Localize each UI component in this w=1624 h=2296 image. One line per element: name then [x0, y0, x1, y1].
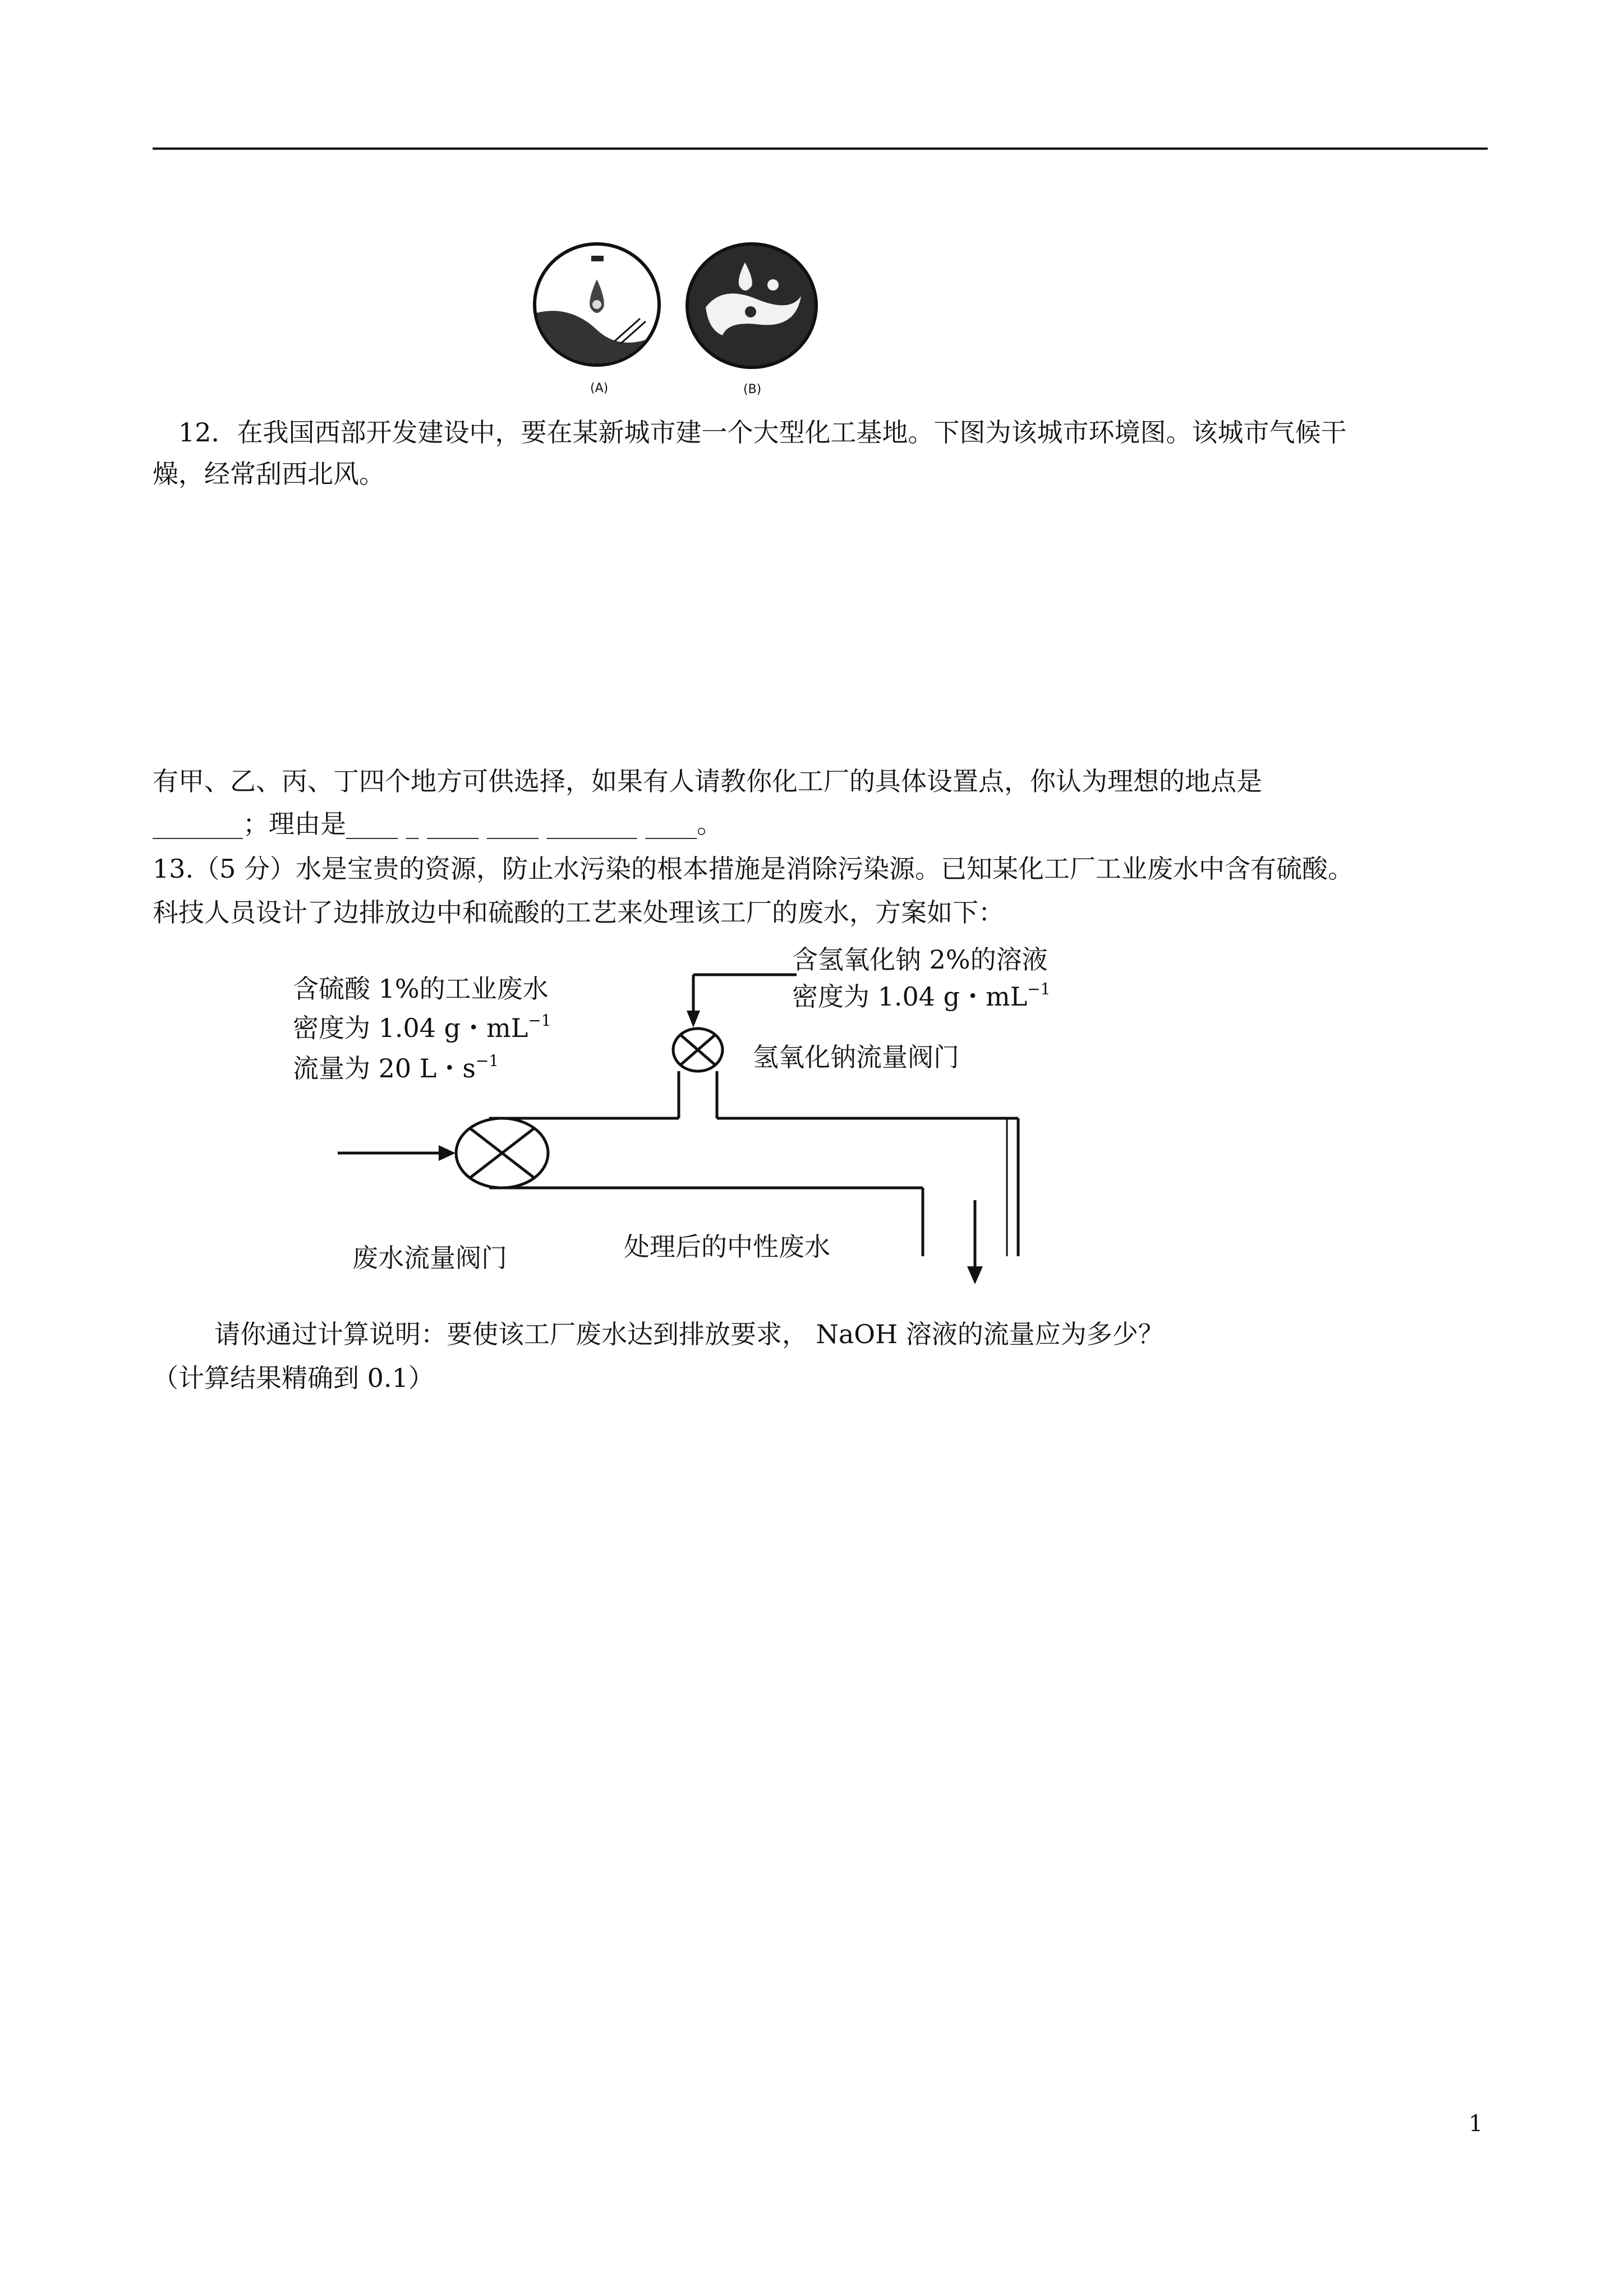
q13-question: 请你通过计算说明：要使该工厂废水达到排放要求， NaOH 溶液的流量应为多少？	[214, 1319, 1164, 1349]
emblem-b-art	[689, 246, 815, 366]
caption-a: (A)	[590, 381, 609, 395]
naoh-label-2: 密度为 1.04 g・$mL^{-1}$	[792, 980, 1051, 1012]
neutral-waste-label: 处理后的中性废水	[624, 1232, 830, 1262]
acid-label-2: 密度为 1.04 g・$mL^{-1}$	[293, 1011, 551, 1043]
waste-valve-label: 废水流量阀门	[352, 1243, 507, 1273]
q12-line2: 燥，经常刮西北风。	[153, 459, 385, 489]
q13-precision-note: （计算结果精确到 0.1）	[153, 1363, 434, 1393]
q12-line3: 有甲、乙、丙、丁四个地方可供选择，如果有人请教你化工厂的具体设置点，你认为理想的地点是	[153, 766, 1262, 796]
q13-line2: 科技人员设计了边排放边中和硫酸的工艺来处理该工厂的废水，方案如下：	[153, 897, 1004, 928]
q12-line1: 12．在我国西部开发建设中，要在某新城市建一个大型化工基地。下图为该城市环境图。该城市气候干	[178, 417, 1347, 448]
naoh-valve-label: 氢氧化钠流量阀门	[753, 1042, 959, 1072]
naoh-label-1: 含氢氧化钠 2%的溶液	[792, 944, 1048, 975]
caption-b: (B)	[743, 382, 762, 397]
emblem-a	[533, 242, 661, 367]
acid-label-3: 流量为 20 L・$s^{-1}$	[293, 1052, 499, 1084]
header-rule	[153, 147, 1488, 150]
page-number: 1	[1469, 2111, 1483, 2137]
acid-label-1: 含硫酸 1%的工业废水	[293, 974, 549, 1004]
emblem-b	[686, 242, 818, 369]
q12-line4: _______；理由是____ _ ____ ____ _______ ____。	[153, 809, 723, 839]
emblem-a-art	[536, 246, 657, 363]
q13-line1: 13.（5 分）水是宝贵的资源，防止水污染的根本措施是消除污染源。已知某化工厂工业废水中含有硫酸。	[153, 854, 1354, 884]
